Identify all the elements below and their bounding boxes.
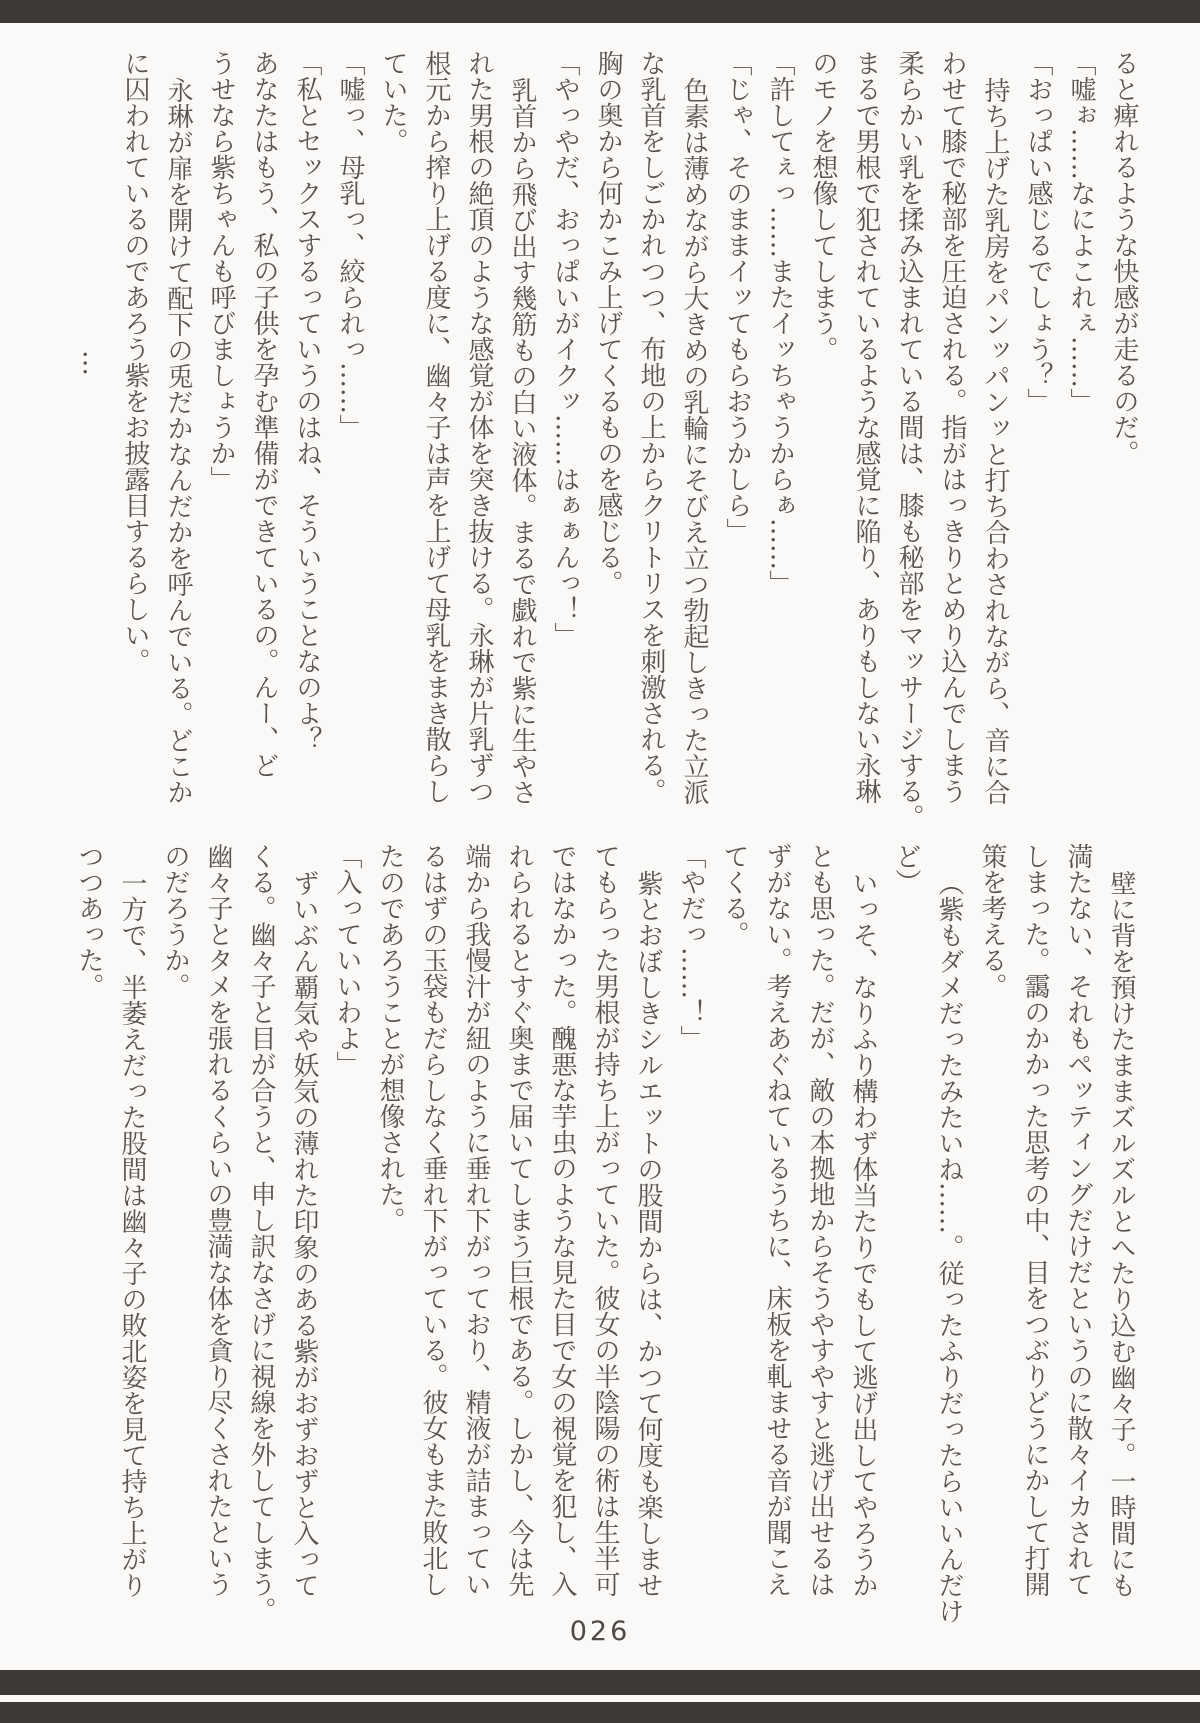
- text-column: 根元から搾り上げる度に、幽々子は声を上げて母乳をまき散らし: [421, 50, 451, 804]
- text-column: 色素は薄めながら大きめの乳輪にそびえ立つ勃起しきった立派: [679, 77, 709, 805]
- text-column: 「じゃ、そのままイッてもらおうかしら」: [722, 50, 752, 544]
- text-column: ると痺れるような快感が走るのだ。: [1109, 50, 1139, 466]
- text-column: 柔らかい乳を揉み込まれている間は、膝も秘部をマッサージする。: [894, 50, 924, 830]
- text-column: に囚われているのであろう紫をお披露目するらしい。: [120, 50, 150, 674]
- bottom-trim-bar-upper: [0, 1670, 1200, 1695]
- text-column: まるで男根で犯されているような感覚に陥り、ありもしない永琳: [851, 50, 881, 804]
- text-column: 端から我慢汁が紐のように垂れ下がっており、精液が詰まってい: [461, 843, 491, 1597]
- text-column: 「嘘ぉ……なによこれぇ……」: [1066, 50, 1096, 414]
- text-column: 一方で、半萎えだった股間は幽々子の敗北姿を見て持ち上がり: [117, 870, 147, 1598]
- text-column: るはずの玉袋もだらしなく垂れ下がっている。彼女もまた敗北し: [418, 843, 448, 1597]
- text-column: のモノを想像してしまう。: [808, 50, 838, 362]
- text-column: 「やっやだ、おっぱいがイクッ……はぁぁんっ！」: [550, 50, 580, 648]
- text-column: とも思った。だが、敵の本拠地からそうやすやすと逃げ出せるは: [805, 843, 835, 1597]
- text-column: 壁に背を預けたままズルズルとへたり込む幽々子。一時間にも: [1106, 870, 1136, 1598]
- text-column: あなたはもう、私の子供を孕む準備ができているの。んー、ど: [249, 50, 279, 778]
- text-column: 紫とおぼしきシルエットの股間からは、かつて何度も楽しませ: [633, 870, 663, 1598]
- text-column: 策を考える。: [977, 843, 1007, 999]
- text-column: 満たない、それもペッティングだけだというのに散々イカされて: [1063, 843, 1093, 1597]
- text-column: …: [77, 350, 107, 376]
- text-column: （紫もダメだったみたいね……。従ったふりだったらいいんだけ: [934, 870, 964, 1624]
- text-column: 「入っていいわよ」: [332, 843, 362, 1077]
- text-column: ずいぶん覇気や妖気の薄れた印象のある紫がおずおずと入って: [289, 870, 319, 1598]
- text-column: ど）: [891, 843, 921, 895]
- text-column: くる。幽々子と目が合うと、申し訳なさげに視線を外してしまう。: [246, 843, 276, 1623]
- text-column: 胸の奥から何かこみ上げてくるものを感じる。: [593, 50, 623, 596]
- text-block-top: [70, 50, 1145, 830]
- text-column: ではなかった。醜悪な芋虫のような見た目で女の視覚を犯し、入: [547, 843, 577, 1597]
- text-column: いっそ、なりふり構わず体当たりでもして逃げ出してやろうか: [848, 870, 878, 1598]
- text-column: 幽々子とタメを張れるくらいの豊満な体を貪り尽くされたという: [203, 843, 233, 1597]
- text-column: 「嘘っ、母乳っ、絞られっ……」: [335, 50, 365, 440]
- bottom-trim-bar-lower: [0, 1702, 1200, 1723]
- text-column: てもらった男根が持ち上がっていた。彼女の半陰陽の術は生半可: [590, 843, 620, 1597]
- text-column: れた男根の絶頂のような感覚が体を突き抜ける。永琳が片乳ずつ: [464, 50, 494, 804]
- text-column: 「おっぱい感じるでしょう？」: [1023, 50, 1053, 414]
- page-number: 026: [569, 1616, 631, 1647]
- text-column: 「許してぇっ……またイッちゃうからぁ……」: [765, 50, 795, 596]
- text-column: ずがない。考えあぐねているうちに、床板を軋ませる音が聞こえ: [762, 843, 792, 1597]
- text-column: 「私とセックスするっていうのはね、そういうことなのよ？: [292, 50, 322, 752]
- text-column: ていた。: [378, 50, 408, 154]
- text-column: 持ち上げた乳房をパンッパンッと打ち合わされながら、音に合: [980, 77, 1010, 805]
- text-column: な乳首をしごかれつつ、布地の上からクリトリスを刺激される。: [636, 50, 666, 804]
- text-block-bottom: [67, 843, 1142, 1624]
- text-column: 永琳が扉を開けて配下の兎だかなんだかを呼んでいる。どこか: [163, 77, 193, 805]
- text-column: わせて膝で秘部を圧迫される。指がはっきりとめり込んでしまう: [937, 50, 967, 804]
- text-column: れられるとすぐ奥まで届いてしまう巨根である。しかし、今は先: [504, 843, 534, 1597]
- text-column: 「やだっ……！」: [676, 843, 706, 1051]
- text-column: てくる。: [719, 843, 749, 947]
- text-column: うせなら紫ちゃんも呼びましょうか」: [206, 50, 236, 492]
- text-column: つつあった。: [74, 843, 104, 999]
- text-column: たのであろうことが想像された。: [375, 843, 405, 1233]
- top-trim-bar: [0, 0, 1200, 23]
- text-column: 乳首から飛び出す幾筋もの白い液体。まるで戯れで紫に生やさ: [507, 77, 537, 805]
- text-column: しまった。靄のかかった思考の中、目をつぶりどうにかして打開: [1020, 843, 1050, 1597]
- text-column: のだろうか。: [160, 843, 190, 999]
